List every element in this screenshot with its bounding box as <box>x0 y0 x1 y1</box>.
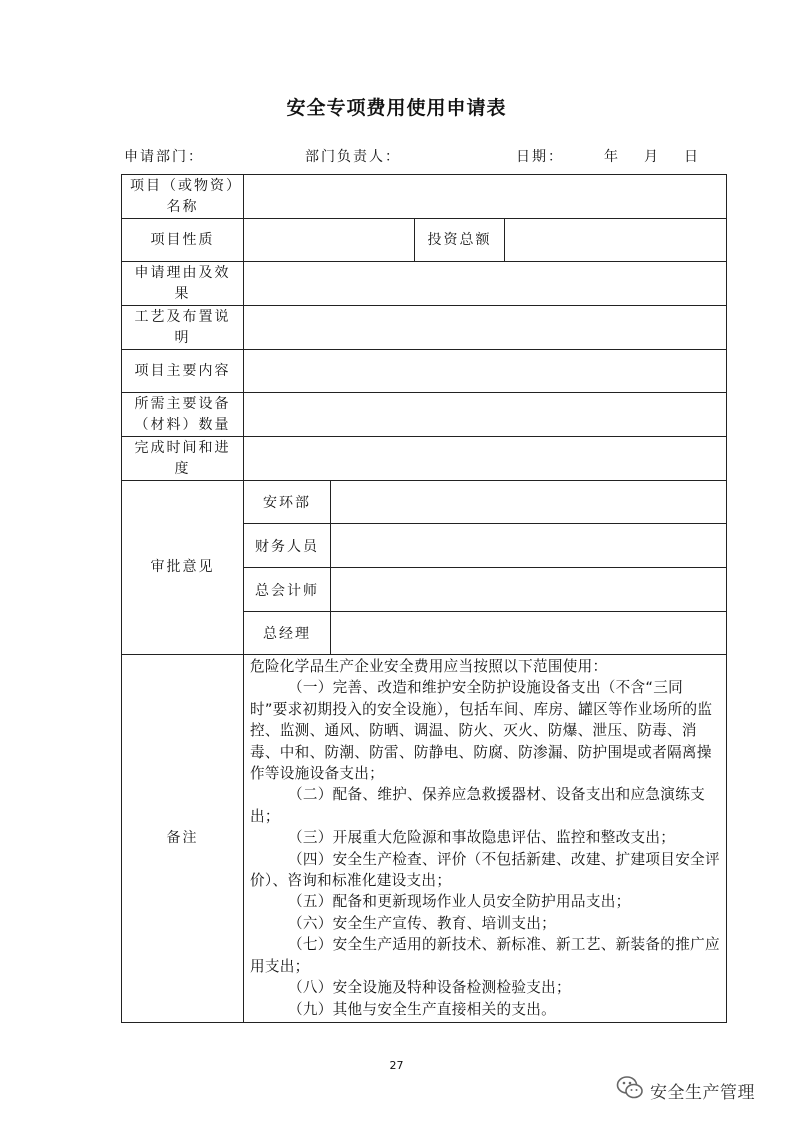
notes-item-9: （九）其他与安全生产直接相关的支出。 <box>287 1000 557 1018</box>
notes-item-6: （六）安全生产宣传、教育、培训支出； <box>287 914 557 932</box>
table-row <box>122 481 727 524</box>
table-row <box>122 437 727 481</box>
notes-label: 备注 <box>122 655 244 1023</box>
nature-label: 项目性质 <box>122 219 244 262</box>
schedule-field[interactable] <box>244 437 727 481</box>
page-number: 27 <box>389 1059 404 1072</box>
wechat-icon <box>616 1075 650 1106</box>
table-row <box>122 306 727 350</box>
approval-env-field[interactable] <box>331 481 727 524</box>
approval-gm-field[interactable] <box>331 612 727 655</box>
content-label: 项目主要内容 <box>122 350 244 393</box>
schedule-label: 完成时间和进度 <box>122 437 244 481</box>
notes-item-1: （一）完善、改造和维护安全防护设施设备支出（不含“三同时”要求初期投入的安全设施），包括车间、库房、罐区等作业场所的监控、监测、通风、防晒、调温、防火、灭火、防爆、泄压、防毒、消毒、中和、防潮、防雷、防静电、防腐、防渗漏、防护围堤或者隔离操作等设施设备支出； <box>250 679 713 783</box>
approval-finance-field[interactable] <box>331 524 727 568</box>
content-field[interactable] <box>244 350 727 393</box>
table-row <box>122 393 727 437</box>
table-row <box>122 350 727 393</box>
approval-label: 审批意见 <box>122 481 244 655</box>
watermark-text: 安全生产管理 <box>650 1083 755 1103</box>
notes-item-5: （五）配备和更新现场作业人员安全防护用品支出； <box>287 893 631 911</box>
item-name-label: 项目（或物资）名称 <box>122 175 244 219</box>
table-row <box>122 175 727 219</box>
table-row <box>122 219 727 262</box>
day-label: 日 <box>684 149 700 165</box>
equipment-field[interactable] <box>244 393 727 437</box>
notes-item-3: （三）开展重大危险源和事故隐患评估、监控和整改支出； <box>287 829 676 847</box>
notes-item-7: （七）安全生产适用的新技术、新标准、新工艺、新装备的推广应用支出； <box>250 936 720 975</box>
manager-label: 部门负责人： <box>305 149 401 165</box>
reason-field[interactable] <box>244 262 727 306</box>
notes-intro: 危险化学品生产企业安全费用应当按照以下范围使用： <box>250 658 608 675</box>
table-row <box>122 655 727 1023</box>
approval-role-cfo: 总会计师 <box>244 568 331 612</box>
process-label: 工艺及布置说明 <box>122 306 244 350</box>
table-row <box>122 262 727 306</box>
approval-role-gm: 总经理 <box>244 612 331 655</box>
nature-field[interactable] <box>244 219 415 262</box>
process-field[interactable] <box>244 306 727 350</box>
notes-item-2: （二）配备、维护、保养应急救援器材、设备支出和应急演练支出； <box>250 786 705 825</box>
item-name-field[interactable] <box>244 175 727 219</box>
page-title: 安全专项费用使用申请表 <box>286 97 507 119</box>
notes-item-4: （四）安全生产检查、评价（不包括新建、改建、扩建项目安全评价）、咨询和标准化建设支出； <box>250 850 720 890</box>
year-label: 年 <box>604 149 620 165</box>
approval-role-env: 安环部 <box>244 481 331 524</box>
notes-item-8: （八）安全设施及特种设备检测检验支出； <box>287 979 571 997</box>
investment-label: 投资总额 <box>415 219 505 262</box>
reason-label: 申请理由及效果 <box>122 262 244 306</box>
month-label: 月 <box>644 149 660 165</box>
equipment-label: 所需主要设备（材料）数量 <box>122 393 244 437</box>
date-label: 日期： <box>516 149 564 165</box>
watermark <box>616 1075 755 1106</box>
dept-label: 申请部门： <box>124 149 204 165</box>
investment-field[interactable] <box>505 219 727 262</box>
approval-cfo-field[interactable] <box>331 568 727 612</box>
notes-content <box>244 655 727 1023</box>
approval-role-finance: 财务人员 <box>244 524 331 568</box>
application-form-table <box>121 174 727 1023</box>
